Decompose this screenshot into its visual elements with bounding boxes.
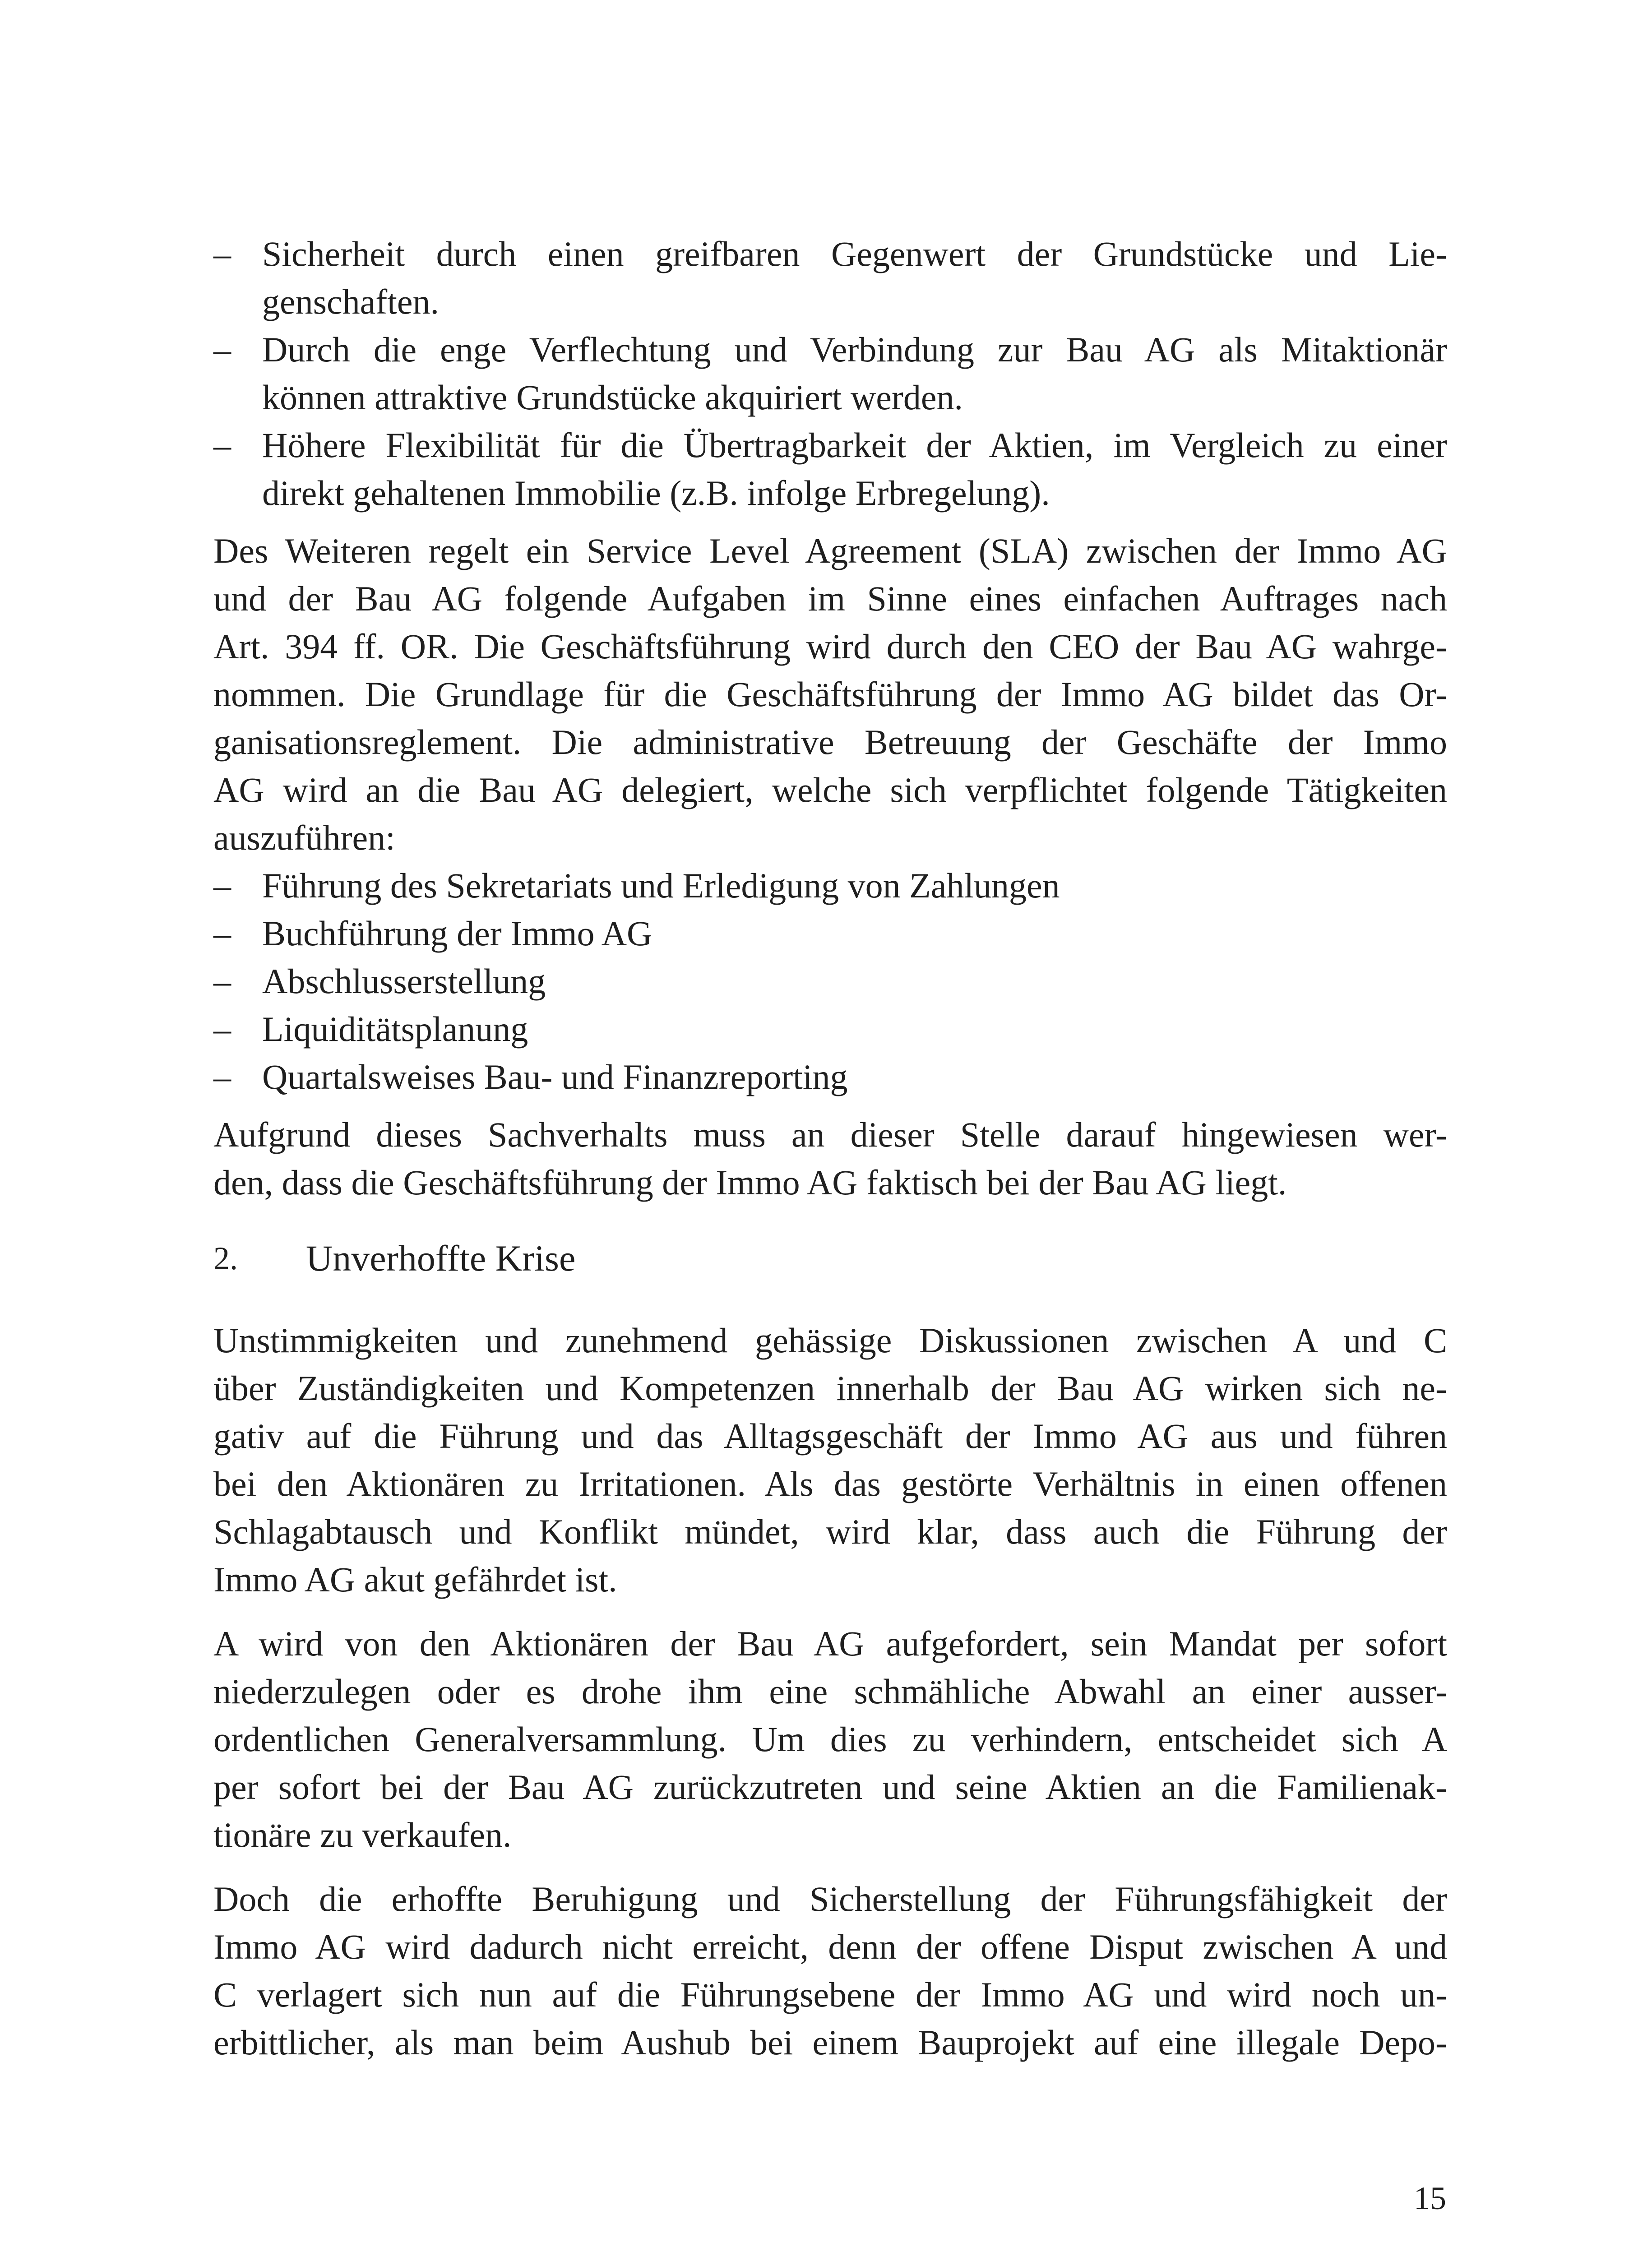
bullet-dash: – [213,234,231,273]
text-line: ganisationsreglement. Die administrative Betreuung der Geschäfte der Immo [213,722,1447,762]
text-line: per sofort bei der Bau AG zurückzutreten und seine Aktien an die Familienak- [213,1767,1447,1807]
page-number: 15 [1414,2180,1446,2216]
text-line: niederzulegen oder es drohe ihm eine schmähliche Abwahl an einer ausser- [213,1672,1447,1711]
text-line: A wird von den Aktionären der Bau AG aufgefordert, sein Mandat per sofort [213,1624,1447,1663]
paragraph-3 [213,1875,1447,2066]
bullet-dash: – [213,866,231,905]
section-heading [213,1234,1447,1282]
text-line: Schlagabtausch und Konflikt mündet, wird klar, dass auch die Führung der [213,1512,1447,1551]
list-item-line: genschaften. [262,282,439,321]
list-item [213,326,1447,421]
list-item-line: Durch die enge Verflechtung und Verbindung zur Bau AG als Mitaktionär [262,330,1447,369]
text-line: gativ auf die Führung und das Alltagsgeschäft der Immo AG aus und führen [213,1416,1447,1456]
list-item [213,957,1447,1005]
text-line: Doch die erhoffte Beruhigung und Sicherstellung der Führungsfähigkeit der [213,1879,1447,1919]
page-body [213,230,1447,2066]
list-item-text: Abschlusserstellung [262,962,546,1001]
list-item [213,230,1447,326]
list-item [213,1053,1447,1101]
list-item [213,910,1447,957]
text-line: Des Weiteren regelt ein Service Level Agreement (SLA) zwischen der Immo AG [213,531,1447,570]
text-line: C verlagert sich nun auf die Führungsebene der Immo AG und wird noch un- [213,1975,1447,2014]
list-item-text: Quartalsweises Bau- und Finanzreporting [262,1057,848,1096]
paragraph-sla [213,527,1447,862]
paragraph-2 [213,1620,1447,1859]
text-line: und der Bau AG folgende Aufgaben im Sinne eines einfachen Auftrages nach [213,579,1447,618]
section-number: 2. [213,1240,238,1276]
text-line: bei den Aktionären zu Irritationen. Als das gestörte Verhältnis in einen offenen [213,1464,1447,1503]
advantages-list [213,230,1447,517]
list-item-line: Sicherheit durch einen greifbaren Gegenwert der Grundstücke und Lie- [262,234,1447,273]
text-line: ordentlichen Generalversammlung. Um dies zu verhindern, entscheidet sich A [213,1720,1447,1759]
bullet-dash: – [213,962,231,1001]
paragraph-conclusion [213,1111,1447,1207]
bullet-dash: – [213,914,231,953]
text-line: Immo AG akut gefährdet ist. [213,1560,617,1599]
bullet-dash: – [213,1009,231,1049]
text-line: tionäre zu verkaufen. [213,1815,512,1854]
section-title: Unverhoffte Krise [306,1238,576,1279]
paragraph-1 [213,1317,1447,1604]
list-item [213,862,1447,910]
text-line: über Zuständigkeiten und Kompetenzen innerhalb der Bau AG wirken sich ne- [213,1368,1447,1408]
text-line: AG wird an die Bau AG delegiert, welche sich verpflichtet folgende Tätigkeiten [213,770,1447,809]
list-item-line: direkt gehaltenen Immobilie (z.B. infolge Erbregelung). [262,473,1050,513]
list-item-line: können attraktive Grundstücke akquiriert werden. [262,378,963,417]
text-line: auszuführen: [213,818,395,857]
list-item [213,421,1447,517]
text-line: Art. 394 ff. OR. Die Geschäftsführung wird durch den CEO der Bau AG wahrge- [213,627,1447,666]
text-line: den, dass die Geschäftsführung der Immo AG faktisch bei der Bau AG liegt. [213,1163,1287,1202]
list-item-text: Liquiditätsplanung [262,1009,528,1049]
text-line: nommen. Die Grundlage für die Geschäftsführung der Immo AG bildet das Or- [213,675,1447,714]
list-item-line: Höhere Flexibilität für die Übertragbarkeit der Aktien, im Vergleich zu einer [262,425,1447,465]
bullet-dash: – [213,1057,231,1096]
text-line: erbittlicher, als man beim Aushub bei einem Bauprojekt auf eine illegale Depo- [213,2023,1447,2062]
text-line: Immo AG wird dadurch nicht erreicht, denn der offene Disput zwischen A und [213,1927,1447,1966]
bullet-dash: – [213,425,231,465]
bullet-dash: – [213,330,231,369]
list-item-text: Buchführung der Immo AG [262,914,652,953]
text-line: Unstimmigkeiten und zunehmend gehässige Diskussionen zwischen A und C [213,1321,1447,1360]
list-item-text: Führung des Sekretariats und Erledigung von Zahlungen [262,866,1060,905]
tasks-list [213,862,1447,1101]
list-item [213,1005,1447,1053]
text-line: Aufgrund dieses Sachverhalts muss an dieser Stelle darauf hingewiesen wer- [213,1115,1447,1154]
